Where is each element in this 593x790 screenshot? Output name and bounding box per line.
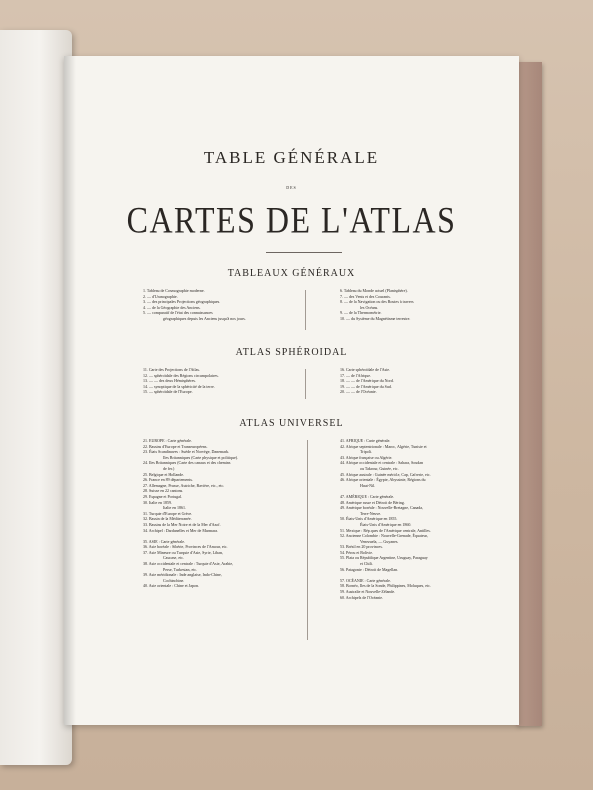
toc-entry: 57. OCÉANIE : Carte générale. xyxy=(340,577,391,583)
list-tableaux-right xyxy=(340,288,510,322)
title-des: DES xyxy=(286,185,297,190)
list-universel-left xyxy=(143,438,305,589)
toc-entry: Cochinchine. xyxy=(163,577,185,583)
toc-entry: 53. Brésil en 20 provinces. xyxy=(340,544,383,550)
toc-entry: 48. Amérique russe et Détroit de Béring. xyxy=(340,499,405,505)
toc-entry: 42. Afrique septentrionale : Maroc, Algérie, Tunisie et xyxy=(340,443,427,449)
heading-tableaux-generaux: TABLEAUX GÉNÉRAUX xyxy=(227,268,356,279)
toc-entry: 52. Ancienne Colombie : Nouvelle-Grenade, Équateur, xyxy=(340,533,428,539)
toc-entry: de fer.) xyxy=(163,465,175,471)
toc-entry: 3. — des principales Projections géographiques. xyxy=(143,299,221,305)
toc-entry: 18. — — de l'Amérique du Nord. xyxy=(340,378,394,384)
list-spheroidal-right xyxy=(340,367,510,395)
toc-entry: 24. Iles Britanniques (Carte des canaux et des chemins xyxy=(143,460,231,466)
book-cover-edge xyxy=(516,62,542,726)
toc-entry: 15. — sphéroïdale de l'Europe. xyxy=(143,389,193,395)
column-divider xyxy=(305,369,306,399)
toc-entry: Venezuela, — Guyanes. xyxy=(360,538,399,544)
toc-entry: 34. Archipel : Dardanelles et Mer de Marmara. xyxy=(143,527,218,533)
toc-entry: 33. Bassins de la Mer Noire et de la Mer d'Azof. xyxy=(143,521,221,527)
toc-entry: Iles Britanniques (Carte physique et politique). xyxy=(163,454,239,460)
toc-entry: 50. États-Unis d'Amérique en 1855. xyxy=(340,516,398,522)
toc-entry: Perse, Turkestan, etc. xyxy=(163,566,198,572)
toc-entry: Tripoli. xyxy=(360,449,372,455)
toc-entry: 22. Bassins d'Europe et Transeuropéens. xyxy=(143,443,208,449)
toc-entry: 27. Allemagne, Prusse, Autriche, Bavière, etc., etc. xyxy=(143,482,225,488)
toc-entry: 55. Plata ou République Argentine, Uruguay, Paraguay xyxy=(340,555,428,561)
toc-entry: 40. Asie orientale : Chine et Japon. xyxy=(143,583,199,589)
toc-entry: 1. Tableau de Cosmographie moderne. xyxy=(143,288,205,293)
toc-entry: 59. Australie et Nouvelle-Zélande. xyxy=(340,589,396,595)
toc-entry: 17. — de l'Afrique. xyxy=(340,372,372,378)
toc-entry: ou Takrour, Guinée, etc. xyxy=(360,465,399,471)
toc-entry: 13. — — des deux Hémisphères. xyxy=(143,378,196,384)
toc-entry: 8. — de la Navigation ou des Routes à travers xyxy=(340,299,414,305)
toc-entry: 39. Asie méridionale : Inde anglaise, Indo-Chine, xyxy=(143,572,222,578)
toc-entry: 9. — de la Thermométrie. xyxy=(340,310,382,316)
toc-entry: 12. — sphéroïdale des Régions circumpolaires. xyxy=(143,372,219,378)
toc-entry: 14. — synoptique de la sphéricité de la terre. xyxy=(143,383,215,389)
toc-entry: 4. — de la Géographie des Anciens. xyxy=(143,304,201,310)
toc-entry: 46. Afrique orientale : Égypte, Abyssinie, Régions du xyxy=(340,477,426,483)
toc-entry: 30. Italie en 1859. xyxy=(143,499,172,505)
toc-entry: géographiques depuis les Anciens jusqu'à nos jours. xyxy=(163,315,246,321)
column-divider xyxy=(307,440,308,640)
toc-entry: 23. États Scandinaves : Suède et Norvège, Danemark. xyxy=(143,449,230,455)
toc-entry: 21. EUROPE : Carte générale. xyxy=(143,438,192,443)
toc-entry: Italie en 1861. xyxy=(163,505,186,511)
title-line-2: CARTES DE L'ATLAS xyxy=(126,199,457,241)
toc-entry: Caucase, etc. xyxy=(163,555,184,561)
toc-entry: 35. ASIE : Carte générale. xyxy=(143,538,185,544)
list-spheroidal-left xyxy=(143,367,303,395)
toc-entry: Haut-Nil. xyxy=(360,482,376,488)
toc-entry: 56. Patagonie : Détroit de Magellan. xyxy=(340,566,399,572)
toc-entry: 41. AFRIQUE : Carte générale. xyxy=(340,438,391,443)
toc-entry: 37. Asie Mineure ou Turquie d'Asie, Syrie, Liban, xyxy=(143,549,223,555)
toc-entry: 10. — du Système du Magnétisme terrestre. xyxy=(340,315,411,321)
toc-entry: 19. — — de l'Amérique du Sud. xyxy=(340,383,392,389)
toc-entry: 28. Suisse en 22 cantons. xyxy=(143,488,184,494)
toc-entry: 44. Afrique occidentale et centrale : Sahara, Soudan xyxy=(340,460,423,466)
title-divider xyxy=(266,252,342,253)
toc-entry: 29. Espagne et Portugal. xyxy=(143,493,182,499)
toc-entry: 2. — d'Uranographie. xyxy=(143,293,178,299)
toc-entry: 45. Afrique australe : Guinée mérid.e, Cap, Cafrerie, etc. xyxy=(340,471,431,477)
toc-entry: les Océans. xyxy=(360,304,379,310)
toc-entry: 16. Carte sphéroïdale de l'Asie. xyxy=(340,367,391,372)
toc-entry: 11. Carte des Projections de l'Atlas. xyxy=(143,367,200,372)
toc-entry: 32. Bassin de la Méditerranée. xyxy=(143,516,192,522)
toc-entry: 25. Belgique et Hollande. xyxy=(143,471,184,477)
toc-entry: et Chili. xyxy=(360,561,373,567)
toc-entry: 43. Afrique française ou Algérie. xyxy=(340,454,393,460)
toc-entry: 49. Amérique boréale : Nouvelle-Bretagne, Canada, xyxy=(340,505,424,511)
toc-entry: 54. Pérou et Bolivie. xyxy=(340,549,373,555)
heading-atlas-spheroidal: ATLAS SPHÉROIDAL xyxy=(235,347,348,358)
toc-entry: 7. — des Vents et des Courants. xyxy=(340,293,391,299)
toc-entry: 20. — — de l'Océanie. xyxy=(340,389,377,395)
toc-entry: Terre-Neuve. xyxy=(360,510,382,516)
left-page xyxy=(0,30,72,765)
column-divider xyxy=(305,290,306,330)
toc-entry: 60. Archipels de l'Océanie. xyxy=(340,594,384,600)
toc-entry: 47. AMÉRIQUE : Carte générale. xyxy=(340,493,395,499)
toc-entry: 36. Asie boréale : Sibérie, Provinces de l'Amour, etc. xyxy=(143,544,228,550)
list-tableaux-left xyxy=(143,288,303,322)
heading-atlas-universel: ATLAS UNIVERSEL xyxy=(239,418,344,429)
toc-entry: 31. Turquie d'Europe et Grèce. xyxy=(143,510,193,516)
title-line-1: TABLE GÉNÉRALE xyxy=(203,148,380,167)
toc-entry: 6. Tableau du Monde actuel (Planisphère). xyxy=(340,288,408,293)
list-universel-right xyxy=(340,438,512,600)
toc-entry: 51. Mexique : Rép.ques de l'Amérique centrale, Antilles. xyxy=(340,527,431,533)
toc-entry: 26. France en 89 départements. xyxy=(143,477,193,483)
toc-entry: 58. Bornéo, Iles de la Sonde, Philippines, Moluques, etc. xyxy=(340,583,431,589)
toc-entry: 5. — comparatif de l'état des connaissances xyxy=(143,310,213,316)
toc-entry: 38. Asie occidentale et centrale : Turquie d'Asie, Arabie, xyxy=(143,561,234,567)
toc-entry: États-Unis d'Amérique en 1860. xyxy=(360,521,412,527)
